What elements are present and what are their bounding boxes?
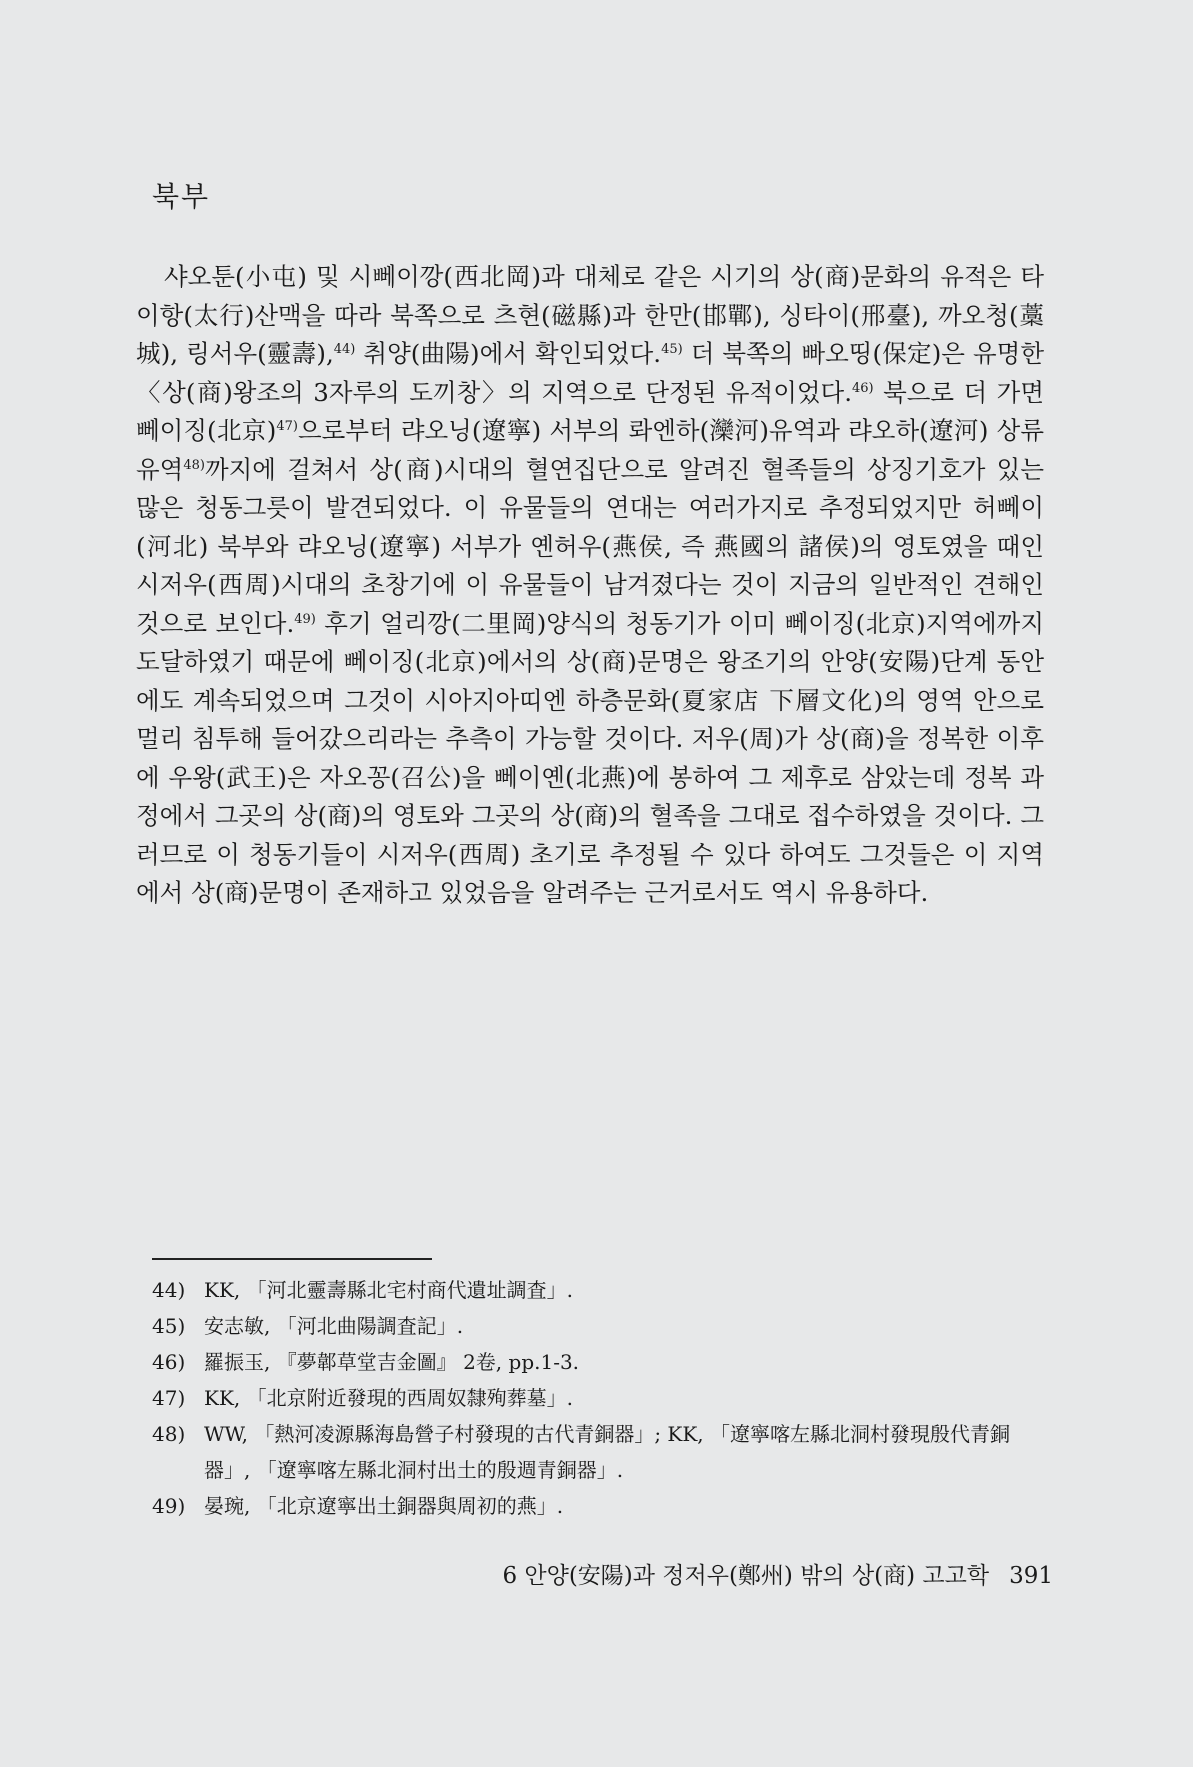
paragraph-text: 으로부터 랴오닝(遼寧) 서부의 롸엔하(灤河)유역과 랴오하(遼河) 상류유역 — [136, 416, 1045, 484]
footnote — [152, 1416, 1052, 1488]
footnote-ref: 46) — [851, 380, 874, 396]
section-title: 북부 — [152, 180, 211, 213]
footnote-text: 羅振玉, 『夢郼草堂吉金圖』 2卷, pp.1-3. — [204, 1350, 580, 1374]
footnote — [152, 1380, 1052, 1416]
paragraph-text: 더 북쪽의 빠오띵(保定)은 유명한 〈상(商)왕조의 3자루의 도끼창〉의 지역으로 단정된 유적이었다. — [136, 339, 1044, 407]
footnote-ref: 44) — [333, 342, 356, 357]
footnote-ref: 45) — [661, 342, 683, 357]
footnote-text: WW, 「熱河凌源縣海島營子村發現的古代青銅器」; KK, 「遼寧喀左縣北洞村發現殷代青銅器」, 「遼寧喀左縣北洞村出土的殷週青銅器」. — [204, 1422, 1011, 1482]
page-number: 391 — [1009, 1563, 1053, 1589]
running-head: 6 안양(安陽)과 정저우(鄭州) 밖의 상(商) 고고학 — [502, 1563, 990, 1589]
footnote-text: 安志敏, 「河北曲陽調査記」. — [204, 1314, 464, 1338]
footnote-text: KK, 「河北靈壽縣北宅村商代遺址調査」. — [204, 1278, 573, 1302]
footnote-divider — [152, 1258, 432, 1260]
page-footer — [502, 1557, 1053, 1590]
footnote — [152, 1272, 1052, 1308]
paragraph-text: 까지에 걸쳐서 상(商)시대의 혈연집단으로 알려진 혈족들의 상징기호가 있는 많은 청동그릇이 발견되었다. 이 유물들의 연대는 여러가지로 추정되었지만 허뻬이(河北) 북부와 랴오닝(遼寧) 서부가 옌허우(燕侯, 즉 燕國의 諸侯)의 영토였을 때인 시저우(西周)시대의 초창기에 이 유물들이 남겨졌다는 것이 지금의 일반적인 견해인 것으로 보인다. — [136, 454, 1044, 638]
footnote — [152, 1344, 1052, 1380]
footnote-number: 44) — [152, 1278, 186, 1302]
footnote — [152, 1488, 1052, 1524]
footnote-number: 49) — [152, 1494, 186, 1518]
footnote-number: 48) — [152, 1422, 186, 1446]
footnote-ref: 49) — [294, 611, 316, 627]
paragraph-text: 취양(曲陽)에서 확인되었다. — [355, 339, 662, 368]
footnote-text: KK, 「北京附近發現的西周奴隸殉葬墓」. — [204, 1386, 573, 1410]
body-paragraph — [136, 258, 1044, 913]
footnotes-list — [152, 1272, 1052, 1524]
paragraph-text: 후기 얼리깡(二里岡)양식의 청동기가 이미 뻬이징(北京)지역에까지 도달하였기 때문에 뻬이징(北京)에서의 상(商)문명은 왕조기의 안양(安陽)단계 동안에도 계속되었으며 그것이 시아지아띠엔 하층문화(夏家店 下層文化)의 영역 안으로 멀리 침투해 들어갔으리라는 추측이 가능할 것이다. 저우(周)가 상(商)을 정복한 이후에 우왕(武王)은 자오꽁(召公)을 뻬이옌(北燕)에 봉하여 그 제후로 삼았는데 정복 과정에서 그곳의 상(商)의 영토와 그곳의 상(商)의 혈족을 그대로 접수하였을 것이다. 그러므로 이 청동기들이 시저우(西周) 초기로 추정될 수 있다 하여도 그것들은 이 지역에서 상(商)문명이 존재하고 있었음을 알려주는 근거로서도 역시 유용하다. — [136, 608, 1044, 907]
paragraph-text: 샤오툰(小屯) 및 시뻬이깡(西北岡)과 대체로 같은 시기의 상(商)문화의 유적은 타이항(太行)산맥을 따라 북쪽으로 츠현(磁縣)과 한만(邯鄲), 싱타이(邢臺), 까오청(藁城), 링서우(靈壽), — [136, 262, 1044, 368]
footnote — [152, 1308, 1052, 1344]
footnote-ref: 47) — [276, 419, 298, 434]
footnote-number: 47) — [152, 1386, 186, 1410]
footnote-number: 45) — [152, 1314, 186, 1338]
footnote-number: 46) — [152, 1350, 186, 1374]
footnote-ref: 48) — [183, 457, 205, 473]
footnote-text: 晏琬, 「北京遼寧出土銅器與周初的燕」. — [204, 1494, 564, 1518]
paragraph-text: 북으로 더 가면 뻬이징(北京) — [136, 377, 1044, 445]
